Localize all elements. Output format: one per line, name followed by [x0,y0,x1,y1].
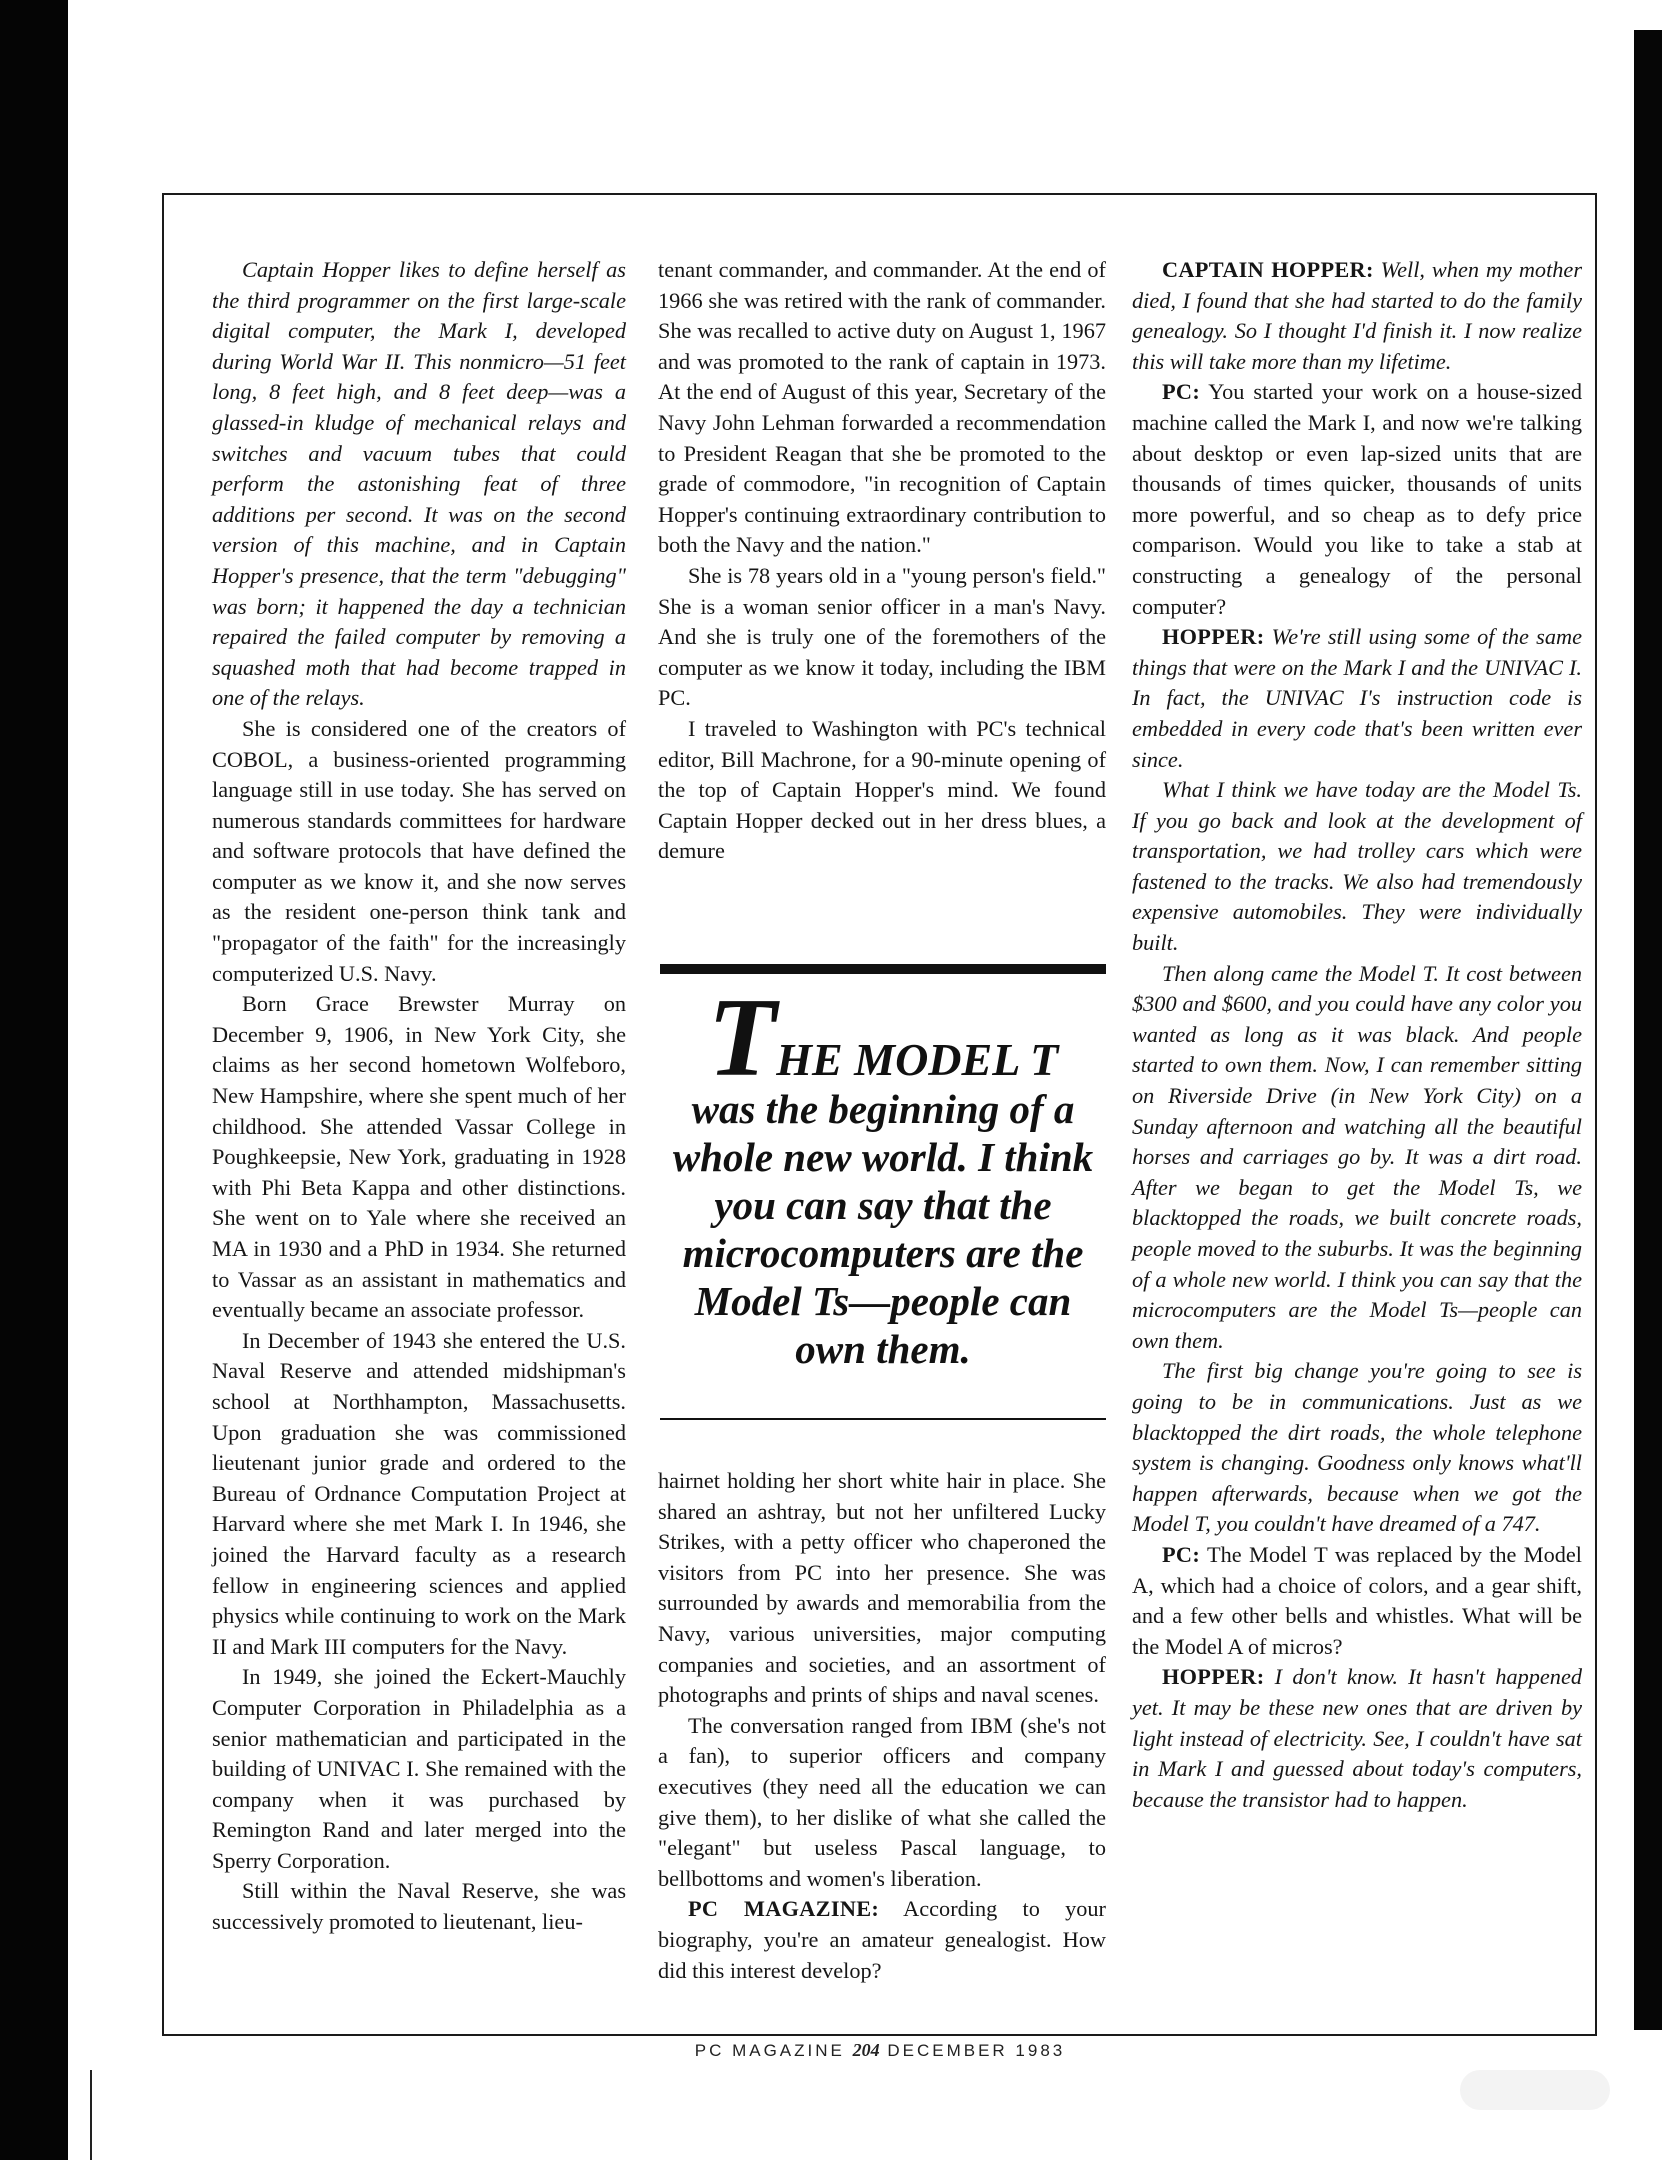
question-text: According to your biography, you're an amateur genealogist. How did this interest develop? [658,1896,1106,1983]
answer-text: Well, when my mother died, I found that she had started to do the family genealogy. So I thought I'd finish it. I now realize this will take more than my lifetime. [1132,257,1582,374]
column-1 [212,255,626,1938]
paragraph: Born Grace Brewster Murray on December 9, 1906, in New York City, she claims as her second hometown Wolfeboro, New Hampshire, where she spent much of her childhood. She attended Vassar College in Poughkeepsie, New York, graduating in 1928 with Phi Beta Kappa and other distinctions. She went on to Yale where she received an MA in 1930 and a PhD in 1934. She returned to Vassar as an assistant in mathematics and eventually became an associate professor. [212,991,626,1323]
pull-quote-rule-bottom [660,1418,1106,1420]
paragraph [658,1894,1106,1986]
scan-mark [90,2070,92,2160]
paragraph: She is 78 years old in a "young person's field." She is a woman senior officer in a man's Navy. And she is truly one of the foremothers of the computer as we know it today, including the IBM PC. [658,562,1106,711]
paragraph: She is considered one of the creators of COBOL, a business-oriented programming language still in use today. She has served on numerous standards committees for hardware and software protocols that have defined the computer as we know it, and she now serves as the resident one-person think tank and "propagator of the faith" for the increasingly computerized U.S. Navy. [212,715,626,986]
column-3 [1132,255,1582,1815]
paragraph: Captain Hopper likes to define herself as the third programmer on the first large-scale digital computer, the Mark I, developed during World War II. This nonmicro—51 feet long, 8 feet high, and 8 feet deep—was a glassed-in kludge of mechanical relays and switches and vacuum tubes that could perform the astonishing feat of three additions per second. It was on the second version of this machine, and in Captain Hopper's presence, that the term "debugging" was born; it happened the day a technician repaired the failed computer by removing a squashed moth that had become trapped in one of the relays. [212,257,626,711]
scan-edge-left [0,0,68,2160]
page-footer [660,2040,1100,2061]
pull-quote-dropcap: T [707,976,777,1100]
paragraph: Then along came the Model T. It cost between $300 and $600, and you could have any color you wanted as long as it was black. And people started to own them. Now, I can remember sitting on Riverside Drive (in New York City) on a Sunday afternoon and watching all the beautiful horses and carriages go by. It was a dirt road. After we began to get the Model Ts, we blacktopped the roads, we built concrete roads, people moved to the suburbs. It was the beginning of a whole new world. I think you can say that the microcomputers are the Model Ts—people can own them. [1132,960,1582,1353]
paragraph [1132,1540,1582,1662]
pull-quote-text: was the beginning of a whole new world. I think you can say that the microcomputers are the Model Ts—people can own them. [672,1086,1094,1372]
paragraph [1132,622,1582,775]
paragraph: In December of 1943 she entered the U.S. Naval Reserve and attended midshipman's school at Northhampton, Massachusetts. Upon graduation she was commissioned lieutenant junior grade and ordered to the Bureau of Ordnance Computation Project at Harvard where she met Mark I. In 1946, she joined the Harvard faculty as a research fellow in engineering sciences and applied physics while continuing to work on the Mark II and Mark III computers for the Navy. [212,1327,626,1659]
paragraph [1132,1662,1582,1815]
paragraph: I traveled to Washington with PC's technical editor, Bill Machrone, for a 90-minute opening of the top of Captain Hopper's mind. We found Captain Hopper decked out in her dress blues, a demure [658,715,1106,864]
pull-quote-rule-top [660,964,1106,974]
scan-smudge [1460,2070,1610,2110]
question-text: The Model T was replaced by the Model A, which had a choice of colors, and a gear shift, and a few other bells and whistles. What will be the Model A of micros? [1132,1541,1582,1659]
speaker-label: CAPTAIN HOPPER: [1162,257,1374,282]
answer-text: We're still using some of the same things that were on the Mark I and the UNIVAC I. In fact, the UNIVAC I's instruction code is embedded in every code that's been written ever since. [1132,624,1582,772]
paragraph: In 1949, she joined the Eckert-Mauchly Computer Corporation in Philadelphia as a senior mathematician and participated in the building of UNIVAC I. She remained with the company when it was purchased by Remington Rand and later merged into the Sperry Corporation. [212,1664,626,1873]
speaker-label: PC: [1162,1541,1201,1567]
column-2-bottom [658,1466,1106,1986]
speaker-label: HOPPER: [1162,1664,1265,1690]
paragraph: tenant commander, and commander. At the end of 1966 she was retired with the rank of commander. She was recalled to active duty on August 1, 1967 and was promoted to the rank of captain in 1973. At the end of August of this year, Secretary of the Navy John Lehman forwarded a recommendation to President Reagan that she be promoted to the grade of commodore, "in recognition of Captain Hopper's continuing extraordinary contribution to both the Navy and the nation." [658,257,1106,558]
paragraph [1132,377,1582,622]
page-number: 204 [852,2040,880,2060]
magazine-name: PC MAGAZINE [694,2041,845,2060]
paragraph: The conversation ranged from IBM (she's not a fan), to superior officers and company executives (they need all the education we can give them), to her dislike of what she called the "elegant" but useless Pascal language, to bellbottoms and women's liberation. [658,1712,1106,1891]
paragraph [1132,255,1582,377]
issue-date: DECEMBER 1983 [887,2041,1066,2060]
speaker-label: PC MAGAZINE: [688,1896,880,1922]
paragraph: Still within the Naval Reserve, she was successively promoted to lieutenant, lieu- [212,1878,626,1935]
speaker-label: PC: [1162,379,1201,405]
paragraph: What I think we have today are the Model Ts. If you go back and look at the development of transportation, we had trolley cars which were fastened to the tracks. We also had tremendously expensive automobiles. They were individually built. [1132,777,1582,956]
answer-text: I don't know. It hasn't happened yet. It may be these new ones that are driven by light instead of electricity. See, I couldn't have sat in Mark I and guessed about today's computers, because the transistor had to happen. [1132,1664,1583,1812]
column-2-top [658,255,1106,867]
pull-quote [660,976,1106,1373]
scan-edge-right [1634,30,1662,2030]
paragraph: hairnet holding her short white hair in place. She shared an ashtray, but not her unfiltered Lucky Strikes, with a petty officer who chaperoned the visitors from PC into her presence. She was surrounded by awards and memorabilia from the Navy, various universities, major computing companies and societies, and an assortment of photographs and prints of ships and naval scenes. [658,1468,1106,1708]
question-text: You started your work on a house-sized machine called the Mark I, and now we're talking about desktop or even lap-sized units that are thousands of times quicker, thousands of units more powerful, and so cheap as to defy price comparison. Would you like to take a stab at constructing a genealogy of the personal computer? [1132,379,1582,619]
pull-quote-lead: HE MODEL T [776,1034,1059,1085]
speaker-label: HOPPER: [1162,624,1265,650]
paragraph: The first big change you're going to see is going to be in communications. Just as we blacktopped the dirt roads, the whole telephone system is changing. Goodness only knows what'll happen afterwards, because when we got the Model T, you couldn't have dreamed of a 747. [1132,1358,1582,1537]
